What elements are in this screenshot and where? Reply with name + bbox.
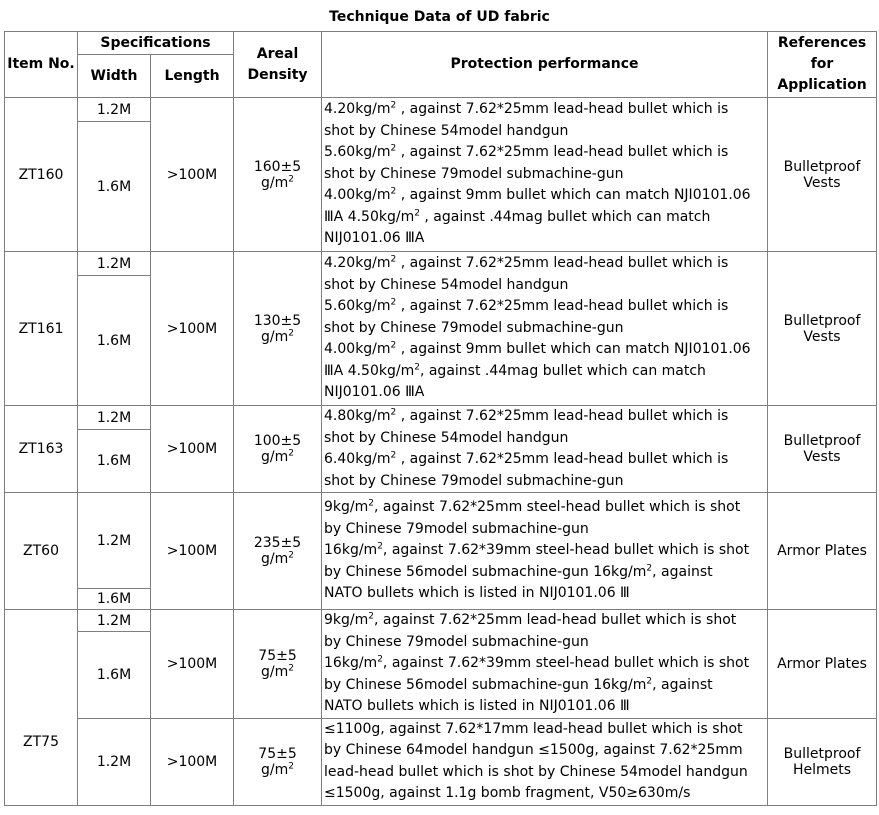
performance-line: ≤1100g, against 7.62*17mm lead-head bullet which is shot	[324, 720, 743, 737]
density-unit: $g/m^2$	[261, 663, 294, 680]
density-value: 235±5	[253, 535, 302, 551]
application-line2: Vests	[803, 174, 841, 191]
application-cell	[768, 252, 877, 406]
density-value: 130±5	[253, 312, 302, 329]
header-protection-performance: Protection performance	[322, 32, 768, 98]
width-cell: 1.6M	[78, 632, 151, 718]
performance-line: shot by Chinese 54model handgun	[324, 276, 569, 293]
performance-line: shot by Chinese 79model submachine-gun	[324, 319, 624, 336]
performance-line: $6.40kg/m^2$ , against 7.62*25mm lead-head bullet which is	[324, 450, 729, 467]
application-cell	[768, 406, 877, 493]
areal-density-cell	[234, 610, 322, 719]
header-references-for-application	[768, 32, 877, 98]
protection-performance-cell	[322, 406, 768, 493]
performance-line: ≤1500g, against 1.1g bomb fragment, V50≥630m/s	[324, 785, 691, 801]
length-cell: >100M	[151, 493, 234, 610]
header-width: Width	[78, 55, 151, 98]
performance-line: NATO bullets which is listed in NIJ0101.06 Ⅲ	[324, 585, 630, 602]
performance-line: shot by Chinese 54model handgun	[324, 122, 569, 139]
table-row	[5, 252, 877, 276]
density-value: 160±5	[253, 158, 302, 175]
application-cell	[768, 610, 877, 719]
density-unit: $g/m^2$	[261, 760, 294, 778]
density-value: 75±5	[258, 647, 297, 664]
header-specifications: Specifications	[78, 32, 234, 55]
areal-density-cell	[234, 252, 322, 406]
application-line1: Armor Plates	[777, 655, 867, 672]
header-length: Length	[151, 55, 234, 98]
header-references-line3: Application	[777, 77, 867, 93]
application-line2: Vests	[803, 449, 841, 465]
header-item-no: Item No.	[5, 32, 78, 98]
protection-performance-cell	[322, 252, 768, 406]
width-cell: 1.6M	[78, 430, 151, 493]
width-cell: 1.2M	[78, 610, 151, 632]
performance-line: $16kg/m^2$, against 7.62*39mm steel-head bullet which is shot	[324, 654, 750, 671]
density-unit: $g/m^2$	[261, 173, 294, 191]
table-title: Technique Data of UD fabric	[329, 9, 550, 25]
item-no-cell: ZT161	[5, 252, 78, 406]
performance-line: $5.60kg/m^2$ , against 7.62*25mm lead-head bullet which is	[324, 297, 729, 315]
performance-line: ⅢA $4.50kg/m^2$, against .44mag bullet which can match	[324, 362, 706, 379]
item-no-cell: ZT60	[5, 493, 78, 610]
table-row	[5, 718, 877, 805]
width-cell: 1.2M	[78, 493, 151, 589]
application-cell	[768, 718, 877, 805]
protection-performance-cell	[322, 718, 768, 805]
density-unit: $g/m^2$	[261, 327, 294, 345]
performance-line: ⅢA $4.50kg/m^2$ , against .44mag bullet which can match	[324, 208, 711, 225]
areal-density-cell	[234, 493, 322, 610]
performance-line: $4.20kg/m^2$ , against 7.62*25mm lead-head bullet which is	[324, 100, 729, 118]
table-row	[5, 406, 877, 430]
length-cell: >100M	[151, 98, 234, 252]
application-line1: Bulletproof	[783, 745, 861, 762]
areal-density-cell	[234, 406, 322, 493]
performance-line: $4.00kg/m^2$ , against 9mm bullet which can match NJI0101.06	[324, 340, 751, 358]
item-no-cell: ZT160	[5, 98, 78, 252]
header-references-line1: References	[777, 35, 867, 51]
protection-performance-cell	[322, 610, 768, 719]
table-row	[5, 610, 877, 632]
performance-line: NIJ0101.06 ⅢA	[324, 230, 425, 247]
performance-line: $4.00kg/m^2$ , against 9mm bullet which can match NJI0101.06	[324, 186, 751, 204]
application-cell	[768, 493, 877, 610]
header-references-line2: for	[810, 56, 834, 72]
performance-line: by Chinese 79model submachine-gun	[324, 633, 589, 650]
performance-line: by Chinese 56model submachine-gun $16kg/m^2$, against	[324, 675, 713, 693]
performance-line: NIJ0101.06 ⅢA	[324, 384, 425, 401]
density-value: 75±5	[258, 745, 297, 762]
performance-line: $4.80kg/m^2$ , against 7.62*25mm lead-head bullet which is	[324, 407, 729, 424]
width-cell: 1.2M	[78, 718, 151, 805]
performance-line: shot by Chinese 79model submachine-gun	[324, 165, 624, 182]
performance-line: shot by Chinese 79model submachine-gun	[324, 472, 624, 489]
areal-density-cell	[234, 718, 322, 805]
width-cell: 1.2M	[78, 406, 151, 430]
application-line2: Vests	[803, 328, 841, 345]
performance-line: NATO bullets which is listed in NIJ0101.06 Ⅲ	[324, 698, 630, 714]
application-line2: Helmets	[792, 761, 852, 778]
performance-line: by Chinese 56model submachine-gun $16kg/m^2$, against	[324, 563, 713, 580]
table-row	[5, 98, 877, 122]
header-areal-density-line1: Areal	[256, 45, 299, 62]
protection-performance-cell	[322, 98, 768, 252]
application-cell	[768, 98, 877, 252]
application-line1: Armor Plates	[777, 543, 867, 559]
density-unit: $g/m^2$	[261, 448, 294, 465]
protection-performance-cell	[322, 493, 768, 610]
item-no-cell: ZT163	[5, 406, 78, 493]
performance-line: by Chinese 79model submachine-gun	[324, 520, 589, 537]
length-cell: >100M	[151, 252, 234, 406]
performance-line: $9kg/m^2$, against 7.62*25mm lead-head bullet which is shot	[324, 611, 737, 628]
application-line1: Bulletproof	[783, 158, 861, 175]
performance-line: by Chinese 64model handgun ≤1500g, against 7.62*25mm	[324, 742, 743, 758]
performance-line: shot by Chinese 54model handgun	[324, 429, 569, 446]
length-cell: >100M	[151, 406, 234, 493]
table-row	[5, 493, 877, 589]
width-cell: 1.6M	[78, 276, 151, 406]
length-cell: >100M	[151, 718, 234, 805]
header-areal-density	[234, 32, 322, 98]
performance-line: $16kg/m^2$, against 7.62*39mm steel-head bullet which is shot	[324, 541, 750, 559]
width-cell: 1.6M	[78, 122, 151, 252]
item-no-cell: ZT75	[5, 610, 78, 806]
performance-line: $5.60kg/m^2$ , against 7.62*25mm lead-head bullet which is	[324, 143, 729, 161]
width-cell: 1.2M	[78, 98, 151, 122]
application-line1: Bulletproof	[783, 433, 861, 449]
application-line1: Bulletproof	[783, 312, 861, 329]
length-cell: >100M	[151, 610, 234, 719]
performance-line: $4.20kg/m^2$ , against 7.62*25mm lead-head bullet which is	[324, 254, 729, 272]
technique-data-table	[4, 31, 877, 806]
performance-line: $9kg/m^2$, against 7.62*25mm steel-head bullet which is shot	[324, 498, 741, 516]
width-cell: 1.2M	[78, 252, 151, 276]
header-areal-density-line2: Density	[247, 66, 308, 83]
density-unit: $g/m^2$	[261, 550, 294, 567]
performance-line: lead-head bullet which is shot by Chinese 54model handgun	[324, 763, 748, 780]
areal-density-cell	[234, 98, 322, 252]
width-cell: 1.6M	[78, 589, 151, 610]
density-value: 100±5	[253, 433, 302, 449]
